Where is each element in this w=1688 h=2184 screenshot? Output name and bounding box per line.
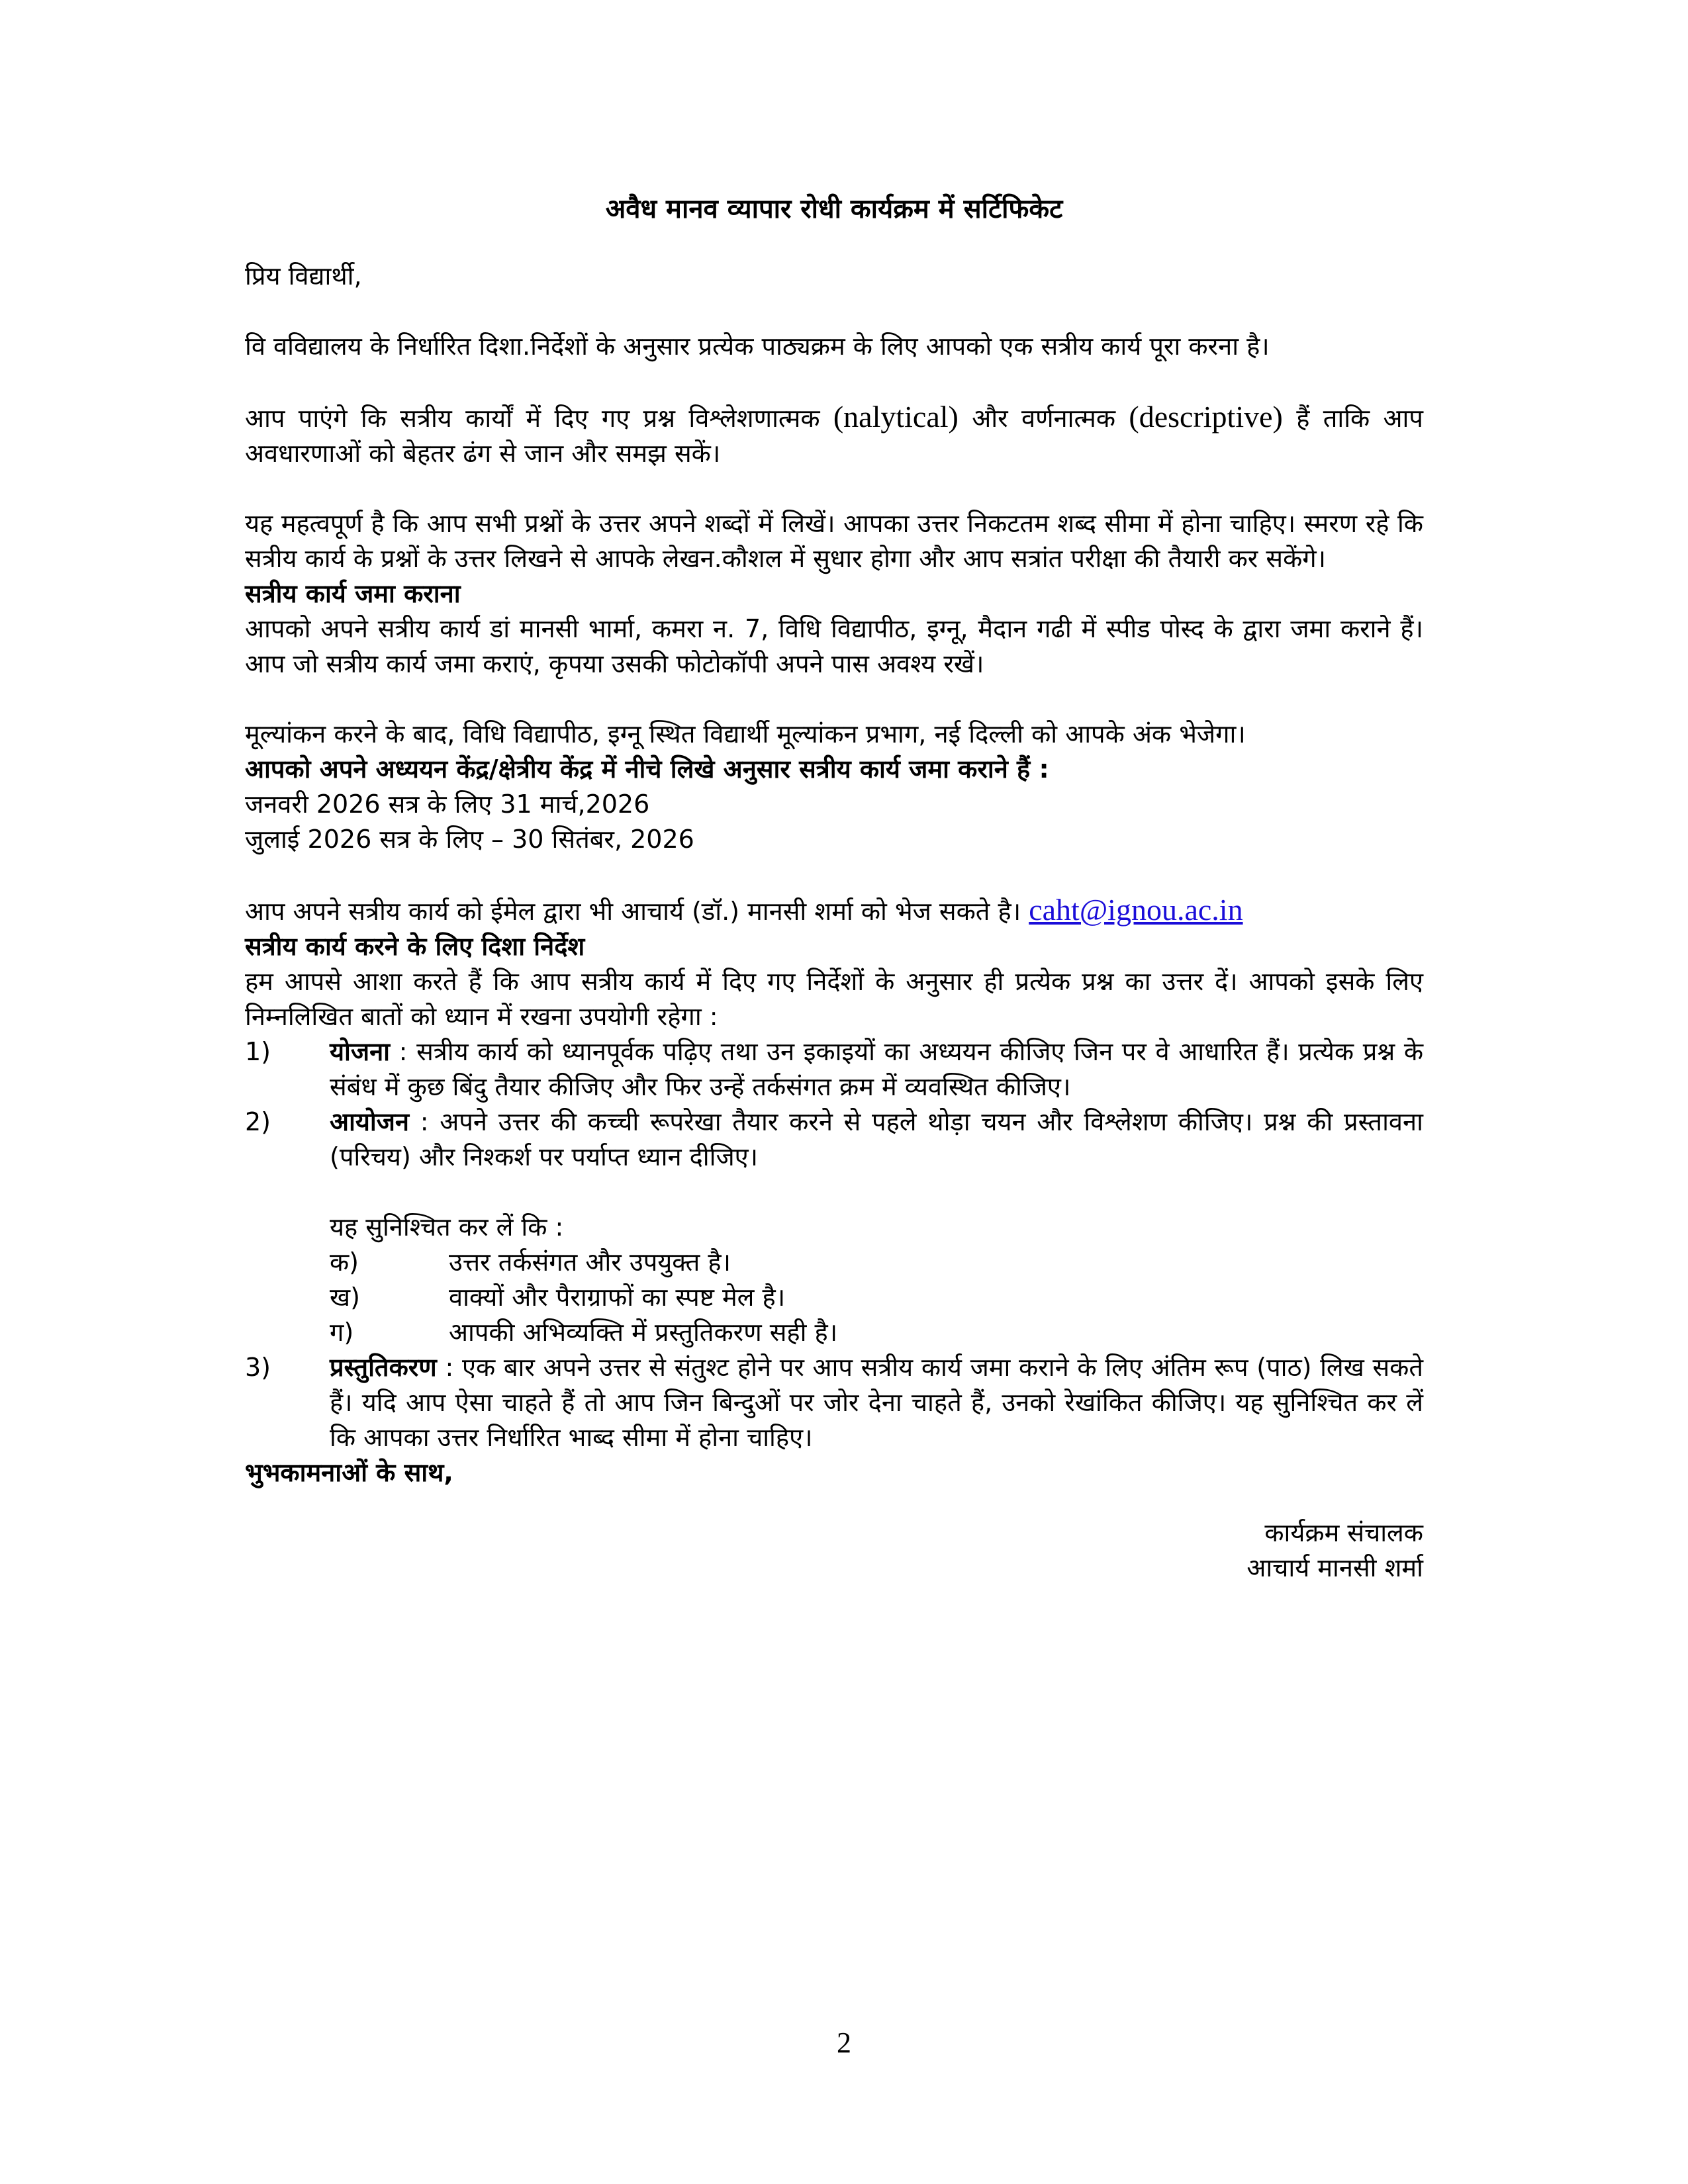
- deadline-july: जुलाई 2026 सत्र के लिए – 30 सितंबर, 2026: [245, 825, 694, 854]
- email-text: आप अपने सत्रीय कार्य को ईमेल द्वारा भी आचार्य (डॉ.) मानसी शर्मा को भेज सकते है।: [245, 897, 1029, 926]
- guidelines-paragraph: हम आपसे आशा करते हैं कि आप सत्रीय कार्य में दिए गए निर्देशों के अनुसार ही प्रत्येक प्रश्न का उत्तर दें। आपको इसके लिए निम्नलिखित बातों को ध्यान में रखना उपयोगी रहेगा :: [245, 967, 1423, 1031]
- item-number: 3): [245, 1353, 271, 1382]
- submission-paragraph: आपको अपने सत्रीय कार्य डां मानसी भार्मा, कमरा न. 7, विधि विद्यापीठ, इग्नू, मैदान गढी में स्पीड पोस्द के द्वारा जमा कराने हैं। आप जो सत्रीय कार्य जमा कराएं, कृपया उसकी फोटोकॉपी अपने पास अवश्य रखें।: [245, 614, 1423, 678]
- submission-heading: सत्रीय कार्य जमा कराना: [245, 579, 461, 608]
- item-text: : एक बार अपने उत्तर से संतुश्ट होने पर आप सत्रीय कार्य जमा कराने के लिए अंतिम रूप (पाठ) लिख सकते हैं। यदि आप ऐसा चाहते हैं तो आप जिन बिन्दुओं पर जोर देना चाहते हैं, उनको रेखांकित कीजिए। यह सुनिश्चित कर लें कि आपका उत्तर निर्धारित भाब्द सीमा में होना चाहिए।: [330, 1353, 1423, 1452]
- ensure-text: आपकी अभिव्यक्ति में प्रस्तुतिकरण सही है।: [449, 1318, 838, 1347]
- item-number: 2): [245, 1107, 271, 1136]
- ensure-item: [330, 1245, 1423, 1280]
- item-body: [330, 1034, 1423, 1105]
- signature-role: कार्यक्रम संचालक: [1264, 1518, 1423, 1547]
- item-text: : अपने उत्तर की कच्ची रूपरेखा तैयार करने से पहले थोड़ा चयन और विश्लेशण कीजिए। प्रश्न की प्रस्तावना (परिचय) और निश्कर्श पर पर्याप्त ध्यान दीजिए।: [330, 1107, 1423, 1171]
- ensure-text: उत्तर तर्कसंगत और उपयुक्त है।: [449, 1248, 731, 1277]
- email-paragraph: [245, 892, 1423, 929]
- item-text: : सत्रीय कार्य को ध्यानपूर्वक पढ़िए तथा उन इकाइयों का अध्ययन कीजिए जिन पर वे आधारित हैं। प्रत्येक प्रश्न के संबंध में कुछ बिंदु तैयार कीजिए और फिर उन्हें तर्कसंगत क्रम में व्यवस्थित कीजिए।: [330, 1037, 1423, 1101]
- list-item: [245, 1350, 1423, 1455]
- deadline-january: जनवरी 2026 सत्र के लिए 31 मार्च,2026: [245, 790, 650, 819]
- item-body: [330, 1350, 1423, 1455]
- word-limit-paragraph: यह महत्वपूर्ण है कि आप सभी प्रश्नों के उत्तर अपने शब्दों में लिखें। आपका उत्तर निकटतम शब्द सीमा में होना चाहिए। स्मरण रहे कि सत्रीय कार्य के प्रश्नों के उत्तर लिखने से आपके लेखन.कौशल में सुधार होगा और आप सत्रांत परीक्षा की तैयारी कर सकेंगे।: [245, 509, 1423, 573]
- item-number: 1): [245, 1037, 271, 1066]
- list-item: [245, 1034, 1423, 1105]
- page-number: 2: [837, 2026, 851, 2059]
- ensure-list: [245, 1210, 1423, 1350]
- question-type-text-c: हैं ताकि आप अवधारणाओं को बेहतर ढंग से जान और समझ सकें।: [245, 404, 1423, 468]
- question-type-text-b: और वर्णनात्मक: [958, 404, 1129, 433]
- ensure-text: वाक्यों और पैराग्राफों का स्पष्ट मेल है।: [449, 1283, 786, 1312]
- evaluation-paragraph: मूल्यांकन करने के बाद, विधि विद्यापीठ, इग्नू स्थित विद्यार्थी मूल्यांकन प्रभाग, नई दिल्ली को आपके अंक भेजेगा।: [245, 719, 1246, 749]
- item-label: योजना: [330, 1037, 391, 1066]
- ensure-marker: ग): [330, 1318, 354, 1347]
- document-title: अवैध मानव व्यापार रोधी कार्यक्रम में सर्टिफिकेट: [605, 194, 1063, 224]
- item-body: [330, 1105, 1423, 1175]
- closing: भुभकामनाओं के साथ,: [245, 1458, 453, 1487]
- guidelines-heading: सत्रीय कार्य करने के लिए दिशा निर्देश: [245, 932, 585, 961]
- list-item: [245, 1105, 1423, 1175]
- item-label: प्रस्तुतिकरण: [330, 1353, 437, 1382]
- ensure-marker: ख): [330, 1283, 360, 1312]
- item-label: आयोजन: [330, 1107, 410, 1136]
- descriptive-term: (descriptive): [1129, 400, 1283, 433]
- ensure-marker: क): [330, 1248, 359, 1277]
- salutation: प्रिय विद्यार्थी,: [245, 261, 362, 291]
- email-link[interactable]: caht@ignou.ac.in: [1029, 893, 1243, 927]
- analytical-term: (nalytical): [833, 400, 959, 433]
- question-type-text-a: आप पाएंगे कि सत्रीय कार्यों में दिए गए प्रश्न विश्लेशणात्मक: [245, 404, 833, 433]
- intro-paragraph: वि वविद्यालय के निर्धारित दिशा.निर्देशों के अनुसार प्रत्येक पाठ्यक्रम के लिए आपको एक सत्रीय कार्य पूरा करना है।: [245, 332, 1270, 361]
- deadline-heading: आपको अपने अध्ययन केंद्र/क्षेत्रीय केंद्र में नीचे लिखे अनुसार सत्रीय कार्य जमा कराने हैं :: [245, 754, 1049, 784]
- ensure-intro: यह सुनिश्चित कर लें कि :: [330, 1212, 564, 1242]
- signature-name: आचार्य मानसी शर्मा: [1246, 1553, 1423, 1582]
- question-type-paragraph: [245, 399, 1423, 471]
- ensure-item: [330, 1315, 1423, 1350]
- ensure-item: [330, 1280, 1423, 1315]
